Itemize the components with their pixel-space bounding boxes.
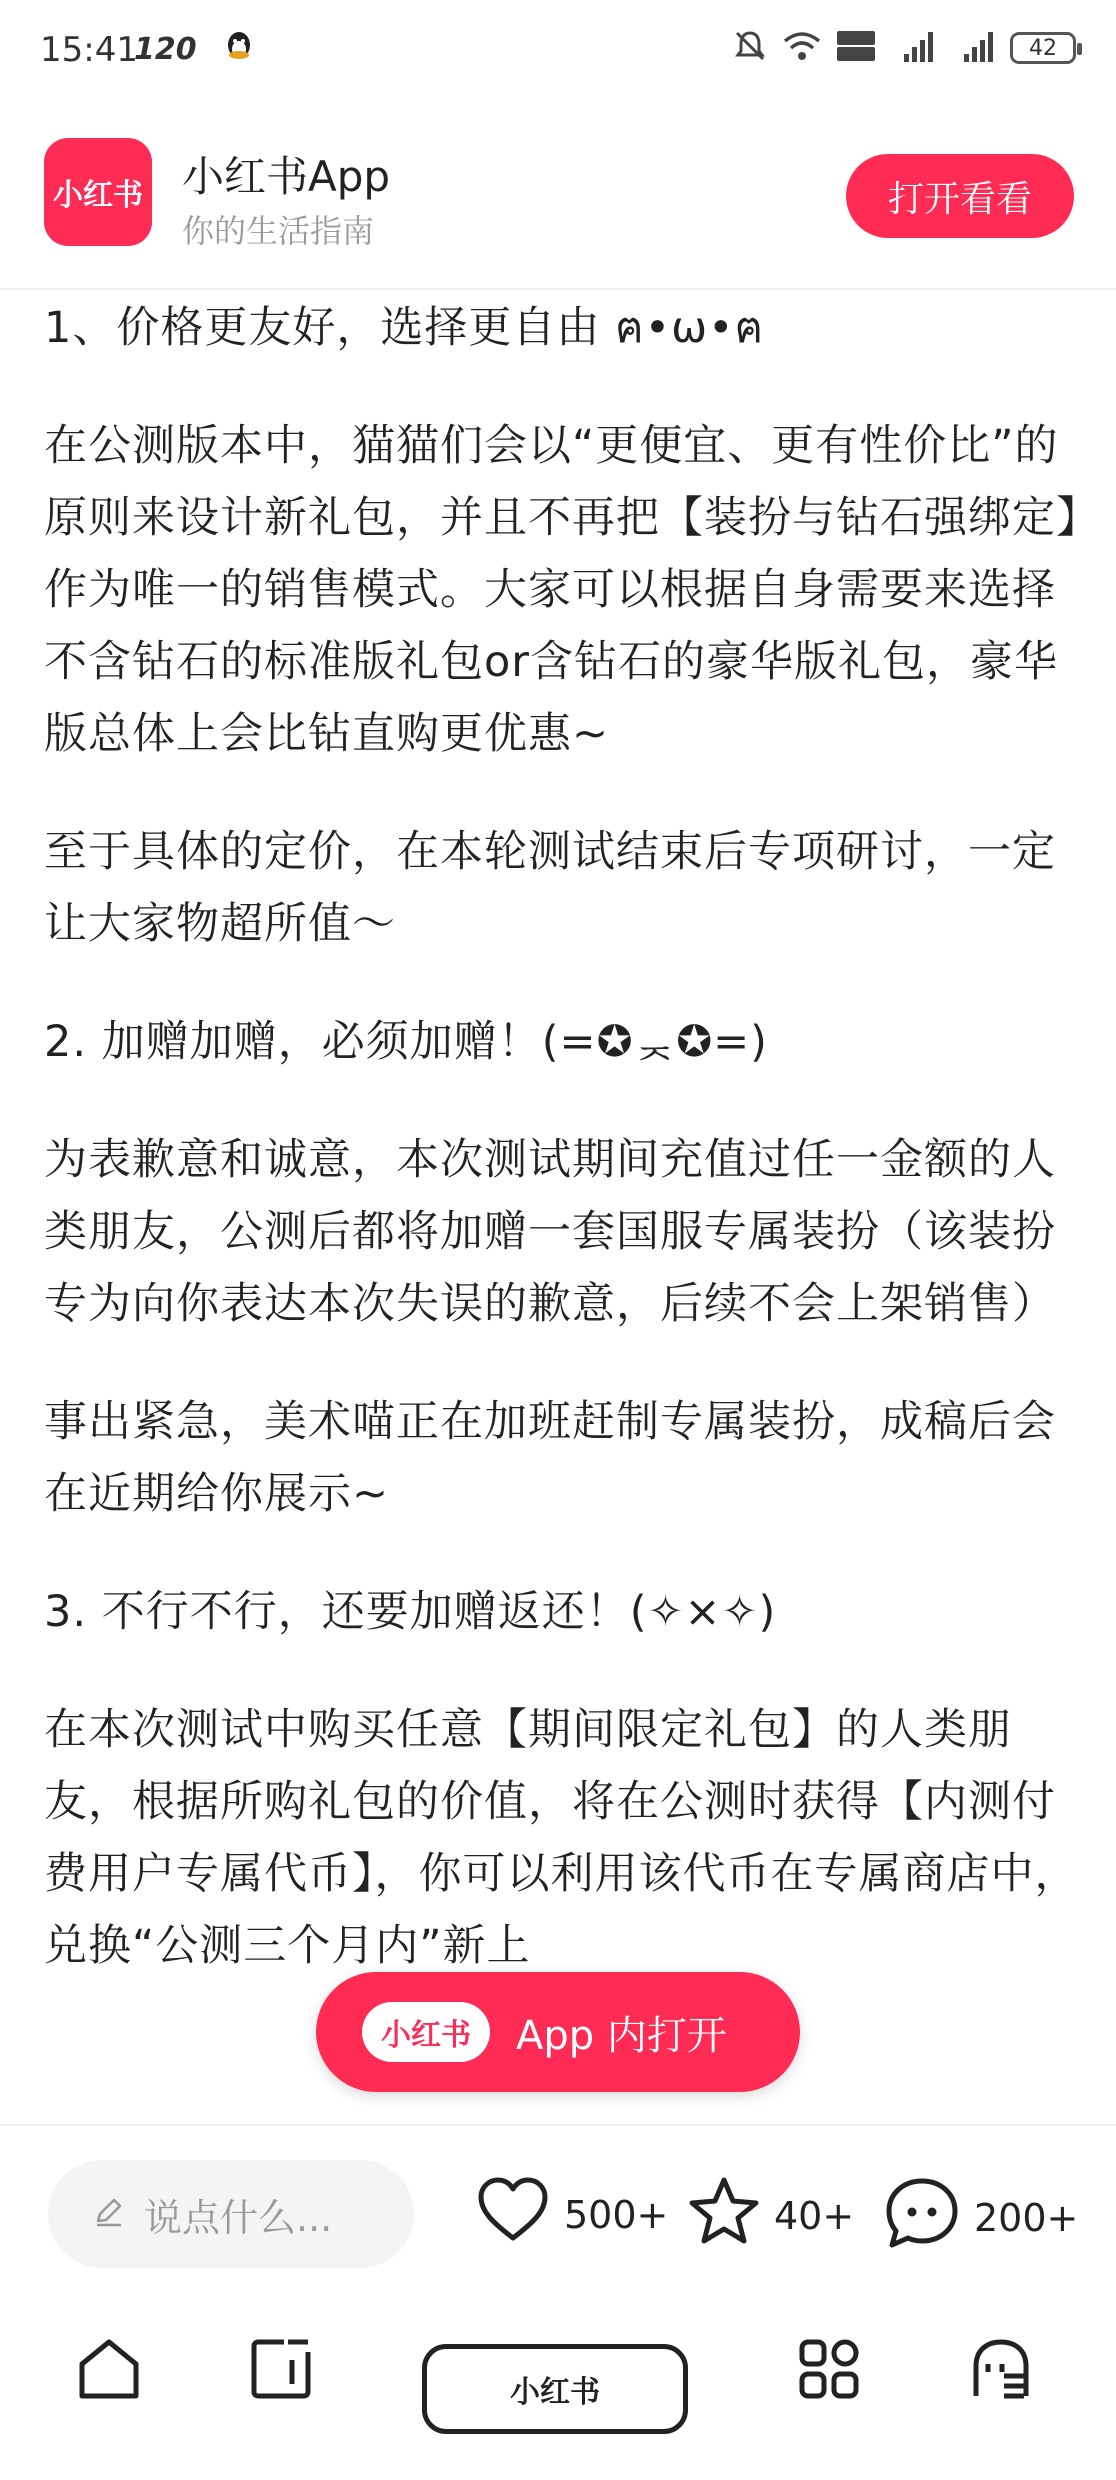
status-time: 15:41 xyxy=(40,30,138,70)
note-content xyxy=(44,292,1084,2122)
nav-center-button[interactable]: 小红书 xyxy=(422,2344,688,2434)
comment-count: 200+ xyxy=(974,2195,1079,2240)
signal-5g-icon-2 xyxy=(950,28,996,68)
hd-icon xyxy=(836,29,876,67)
comment-button[interactable] xyxy=(884,2176,1078,2259)
paragraph: 2. 加赠加赠，必须加赠！(=✪ᆽ✪=) xyxy=(44,1017,768,1067)
comment-input[interactable] xyxy=(48,2160,414,2268)
app-name: 小红书App xyxy=(182,152,391,201)
wifi-icon xyxy=(782,29,822,67)
nav-discover[interactable] xyxy=(796,2336,862,2406)
home-icon xyxy=(76,2387,142,2406)
bottom-nav xyxy=(0,2294,1116,2480)
comment-bubble-icon xyxy=(884,2176,960,2259)
float-logo-badge: 小红书 xyxy=(362,2002,490,2062)
paragraph: 在本次测试中购买任意【期间限定礼包】的人类朋友，根据所购礼包的价值，将在公测时获得【内测付费用户专属代币】，你可以利用该代币在专属商店中，兑换“公测三个月内”新上 xyxy=(44,1705,1079,1971)
star-icon xyxy=(688,2176,760,2255)
refresh-rate: 120 xyxy=(134,32,197,67)
nav-shop[interactable] xyxy=(248,2336,314,2406)
signal-5g-icon-1 xyxy=(890,28,936,68)
collect-button[interactable] xyxy=(688,2176,854,2255)
app-logo[interactable]: 小红书 xyxy=(44,138,152,246)
paragraph: 事出紧急，美术喵正在加班赶制专属装扮，成稿后会在近期给你展示~ xyxy=(44,1397,1056,1519)
shop-icon xyxy=(248,2387,314,2406)
open-app-button[interactable]: 打开看看 xyxy=(846,154,1074,238)
nav-home[interactable] xyxy=(76,2336,142,2406)
like-button[interactable] xyxy=(476,2176,668,2253)
paragraph: 1、价格更友好，选择更自由 ฅ•ω•ฅ xyxy=(44,303,765,353)
paragraph: 在公测版本中，猫猫们会以“更便宜、更有性价比”的原则来设计新礼包，并且不再把【装扮与钻石强绑定】作为唯一的销售模式。大家可以根据自身需要来选择不含钻石的标准版礼包or含钻石的豪华版礼包，豪华版总体上会比钻直购更优惠~ xyxy=(44,421,1079,759)
app-slogan: 你的生活指南 xyxy=(182,212,375,250)
open-in-app-button[interactable] xyxy=(316,1972,800,2092)
collect-count: 40+ xyxy=(774,2193,855,2238)
paragraph: 至于具体的定价，在本轮测试结束后专项研讨，一定让大家物超所值～ xyxy=(44,827,1056,949)
comment-placeholder: 说点什么... xyxy=(144,2195,333,2240)
float-open-label: App 内打开 xyxy=(516,2012,727,2059)
status-bar xyxy=(0,0,1116,110)
paragraph: 为表歉意和诚意，本次测试期间充值过任一金额的人类朋友，公测后都将加赠一套国服专属装扮（该装扮专为向你表达本次失误的歉意，后续不会上架销售） xyxy=(44,1135,1056,1329)
like-count: 500+ xyxy=(564,2192,669,2237)
pencil-icon xyxy=(92,2195,126,2233)
qq-notification-icon xyxy=(224,30,254,68)
mute-bell-icon xyxy=(732,28,768,68)
app-download-banner xyxy=(0,110,1116,290)
heart-icon xyxy=(476,2176,550,2253)
grid-icon xyxy=(796,2387,862,2406)
ghost-profile-icon xyxy=(968,2387,1034,2406)
nav-profile[interactable] xyxy=(968,2336,1034,2406)
interaction-bar xyxy=(0,2124,1116,2294)
battery-icon: 42 xyxy=(1010,32,1076,64)
status-icons xyxy=(732,28,1076,68)
paragraph: 3. 不行不行，还要加赠返还！(✧×✧) xyxy=(44,1587,777,1637)
